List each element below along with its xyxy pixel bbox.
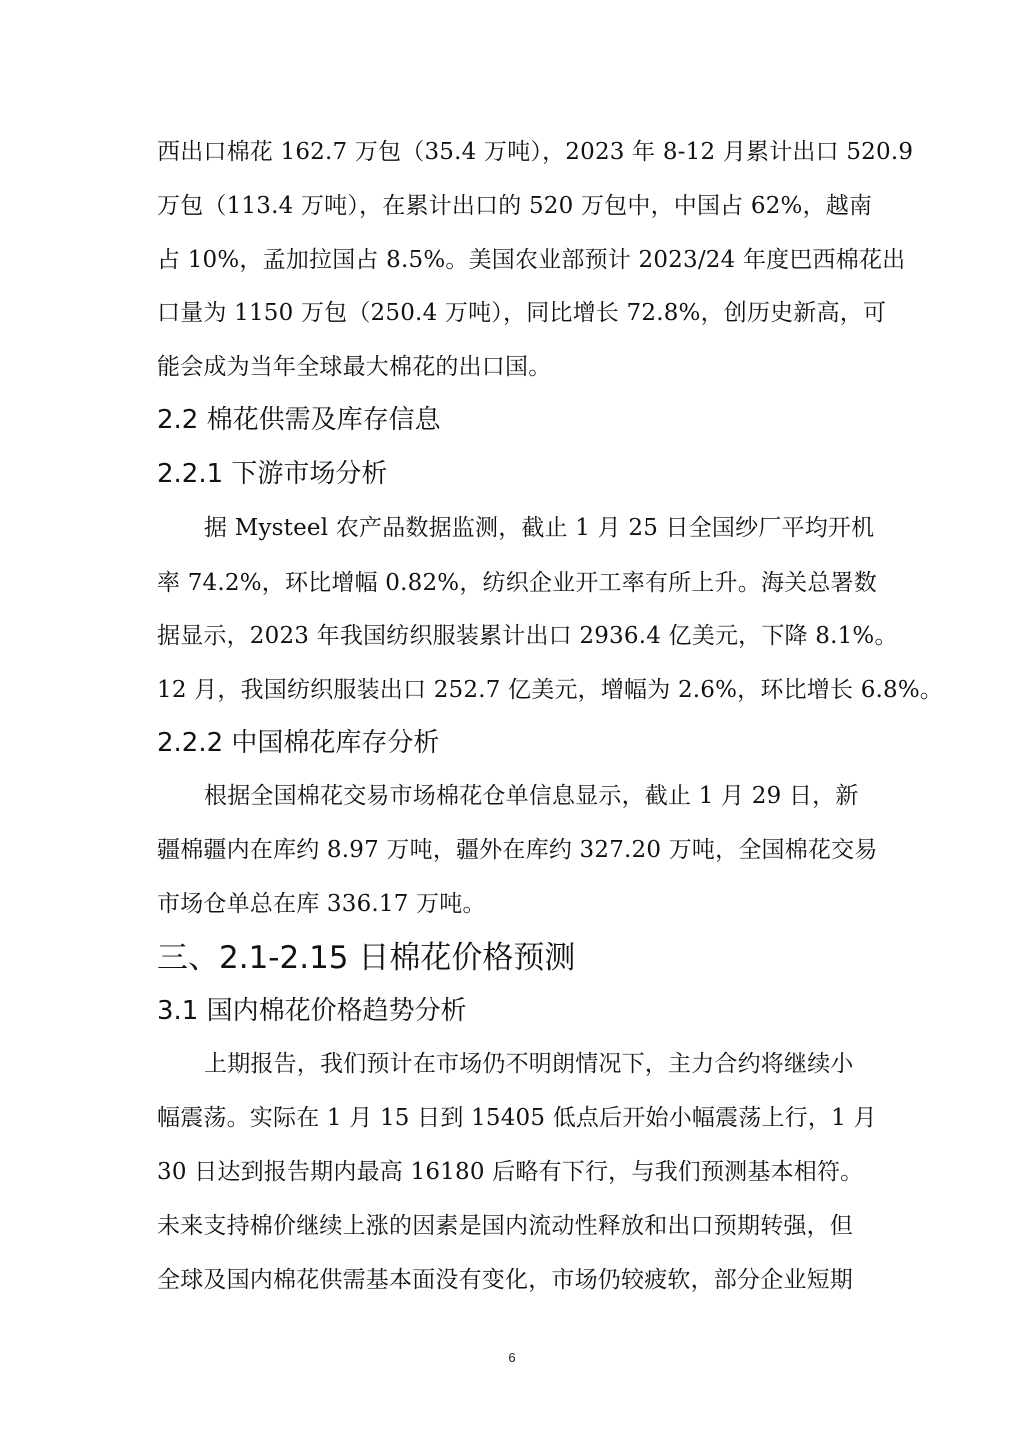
paragraph-line: 西出口棉花 162.7 万包（35.4 万吨），2023 年 8-12 月累计出口 520.9	[157, 139, 914, 165]
paragraph-line: 幅震荡。实际在 1 月 15 日到 15405 低点后开始小幅震荡上行，1 月	[157, 1105, 877, 1131]
paragraph-line: 疆棉疆内在库约 8.97 万吨，疆外在库约 327.20 万吨，全国棉花交易	[157, 837, 878, 863]
paragraph-line: 市场仓单总在库 336.17 万吨。	[157, 891, 486, 917]
paragraph-line: 12 月，我国纺织服装出口 252.7 亿美元，增幅为 2.6%，环比增长 6.8%。	[157, 677, 944, 703]
paragraph-line: 据 Mysteel 农产品数据监测，截止 1 月 25 日全国纱厂平均开机	[204, 515, 875, 541]
paragraph-line: 根据全国棉花交易市场棉花仓单信息显示，截止 1 月 29 日，新	[204, 783, 859, 809]
page-number: 6	[508, 1350, 516, 1365]
paragraph-line: 上期报告，我们预计在市场仍不明朗情况下，主力合约将继续小	[204, 1051, 854, 1077]
paragraph-line: 据显示，2023 年我国纺织服装累计出口 2936.4 亿美元，下降 8.1%。	[157, 623, 898, 649]
paragraph-line: 全球及国内棉花供需基本面没有变化，市场仍较疲软，部分企业短期	[157, 1267, 853, 1293]
section-heading-2-2-1: 2.2.1 下游市场分析	[157, 459, 388, 489]
paragraph-line: 口量为 1150 万包（250.4 万吨），同比增长 72.8%，创历史新高，可	[157, 300, 887, 326]
section-heading-2-2-2: 2.2.2 中国棉花库存分析	[157, 728, 440, 758]
paragraph-line: 率 74.2%，环比增幅 0.82%，纺织企业开工率有所上升。海关总署数	[157, 570, 877, 596]
chapter-heading-3: 三、2.1-2.15 日棉花价格预测	[157, 940, 576, 976]
paragraph-line: 占 10%，孟加拉国占 8.5%。美国农业部预计 2023/24 年度巴西棉花出	[157, 247, 906, 273]
section-heading-3-1: 3.1 国内棉花价格趋势分析	[157, 996, 467, 1026]
paragraph-line: 万包（113.4 万吨），在累计出口的 520 万包中，中国占 62%，越南	[157, 193, 873, 219]
paragraph-line: 能会成为当年全球最大棉花的出口国。	[157, 354, 552, 380]
paragraph-line: 未来支持棉价继续上涨的因素是国内流动性释放和出口预期转强，但	[157, 1213, 853, 1239]
paragraph-line: 30 日达到报告期内最高 16180 后略有下行，与我们预测基本相符。	[157, 1159, 864, 1185]
section-heading-2-2: 2.2 棉花供需及库存信息	[157, 405, 441, 435]
